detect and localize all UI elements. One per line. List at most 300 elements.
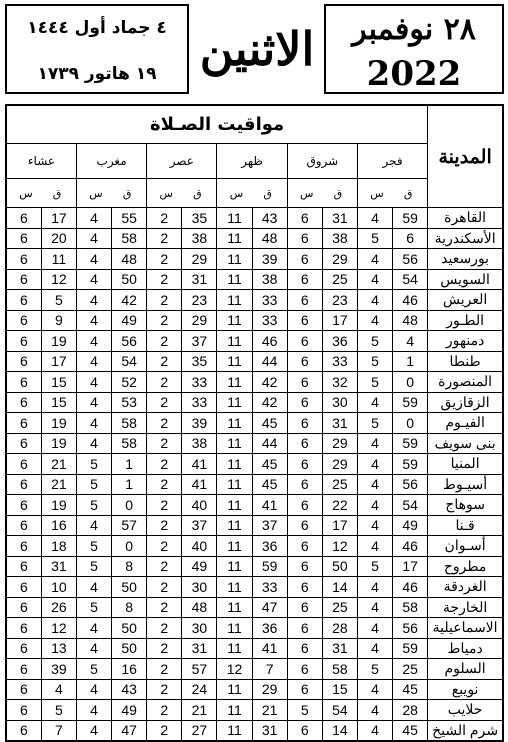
minutes-cell: 52 [112,372,147,393]
table-row [6,556,503,577]
city-name: الأسكندرية [428,228,503,249]
minutes-cell: 39 [252,249,287,270]
minutes-cell: 16 [41,515,76,536]
hours-cell: 11 [217,720,252,741]
minutes-cell: 39 [41,659,76,680]
hours-cell: 2 [147,433,182,454]
minutes-cell: 54 [112,351,147,372]
minutes-cell: 56 [112,331,147,352]
minutes-cell: 45 [393,720,428,741]
minute-label: ق [122,186,132,200]
minutes-cell: 21 [41,454,76,475]
minute-label: ق [333,186,343,200]
hours-cell: 11 [217,228,252,249]
city-name: دمياط [428,638,503,659]
minutes-cell: 19 [41,495,76,516]
minutes-cell: 46 [393,536,428,557]
hours-cell: 5 [357,556,392,577]
hours-cell: 6 [287,474,322,495]
hours-cell: 4 [76,372,111,393]
minutes-cell: 58 [112,228,147,249]
minutes-cell: 46 [393,577,428,598]
hour-label: س [229,186,244,200]
table-row [6,679,503,700]
city-name: قـنا [428,515,503,536]
minutes-cell: 26 [41,597,76,618]
hours-cell: 4 [357,290,392,311]
minutes-cell: 25 [393,659,428,680]
table-row [6,269,503,290]
minutes-cell: 25 [322,269,357,290]
hours-cell: 2 [147,269,182,290]
minutes-cell: 43 [252,208,287,229]
city-name: الزقازيق [428,392,503,413]
table-row [6,392,503,413]
hours-cell: 4 [76,679,111,700]
hours-cell: 4 [76,208,111,229]
minutes-cell: 33 [182,372,217,393]
hours-cell: 4 [357,618,392,639]
minutes-cell: 29 [252,679,287,700]
hours-cell: 6 [6,700,41,721]
minutes-cell: 1 [112,454,147,475]
minutes-cell: 6 [393,228,428,249]
hours-cell: 4 [76,433,111,454]
hours-cell: 6 [287,413,322,434]
hours-cell: 6 [6,597,41,618]
hours-cell: 4 [76,269,111,290]
hours-cell: 11 [217,638,252,659]
minutes-cell: 37 [252,515,287,536]
hours-cell: 6 [6,331,41,352]
table-row [6,249,503,270]
minute-label: ق [52,186,62,200]
minutes-cell: 38 [322,228,357,249]
hours-cell: 5 [76,495,111,516]
prayer-header: شروق [287,144,357,179]
minutes-cell: 21 [182,700,217,721]
minutes-cell: 35 [182,208,217,229]
hours-cell: 11 [217,249,252,270]
minutes-cell: 30 [182,577,217,598]
table-row [6,618,503,639]
table-row [6,638,503,659]
minutes-cell: 8 [112,597,147,618]
minutes-cell: 38 [252,269,287,290]
hours-cell: 2 [147,679,182,700]
hours-cell: 5 [287,700,322,721]
hours-cell: 2 [147,310,182,331]
minutes-cell: 44 [252,433,287,454]
minutes-cell: 43 [112,679,147,700]
hours-cell: 6 [6,720,41,741]
minutes-cell: 46 [252,331,287,352]
city-name: بورسعيد [428,249,503,270]
hours-cell: 6 [6,208,41,229]
table-row [6,577,503,598]
minutes-cell: 54 [393,269,428,290]
minutes-cell: 1 [393,351,428,372]
hours-cell: 2 [147,228,182,249]
hours-cell: 6 [287,433,322,454]
hours-cell: 4 [76,618,111,639]
minutes-cell: 59 [393,638,428,659]
minutes-cell: 27 [182,720,217,741]
hours-cell: 6 [287,577,322,598]
hours-cell: 5 [357,659,392,680]
hours-cell: 4 [76,638,111,659]
minutes-cell: 22 [322,495,357,516]
minutes-cell: 58 [112,413,147,434]
minutes-cell: 56 [393,618,428,639]
hours-cell: 11 [217,515,252,536]
city-name: الغردقة [428,577,503,598]
table-row [6,474,503,495]
minutes-cell: 40 [182,495,217,516]
hours-cell: 6 [6,659,41,680]
prayer-header: ظهر [217,144,287,179]
prayer-header: فجر [357,144,427,179]
hours-cell: 4 [357,515,392,536]
minutes-cell: 9 [41,310,76,331]
minutes-cell: 24 [182,679,217,700]
hours-cell: 4 [76,310,111,331]
hours-cell: 2 [147,290,182,311]
minutes-cell: 59 [393,392,428,413]
hours-cell: 2 [147,208,182,229]
table-body [6,208,503,742]
hours-cell: 6 [287,515,322,536]
table-row [6,208,503,229]
hours-cell: 11 [217,556,252,577]
hours-cell: 6 [287,597,322,618]
table-row [6,495,503,516]
unit-labels [357,179,427,208]
hours-cell: 6 [6,515,41,536]
minutes-cell: 16 [112,659,147,680]
hours-cell: 12 [217,659,252,680]
minutes-cell: 59 [393,433,428,454]
minutes-cell: 57 [182,659,217,680]
minutes-cell: 44 [252,351,287,372]
table-row [6,310,503,331]
minutes-cell: 54 [393,495,428,516]
minutes-cell: 11 [41,249,76,270]
minutes-cell: 0 [393,372,428,393]
minutes-cell: 29 [182,310,217,331]
minutes-cell: 41 [252,495,287,516]
minutes-cell: 14 [322,577,357,598]
minutes-cell: 7 [252,659,287,680]
minutes-cell: 19 [41,433,76,454]
hours-cell: 4 [76,577,111,598]
city-name: أسـوان [428,536,503,557]
minutes-cell: 42 [252,372,287,393]
hours-cell: 2 [147,556,182,577]
hours-cell: 5 [76,536,111,557]
gregorian-year: 2022 [366,54,462,94]
minutes-cell: 54 [322,700,357,721]
city-name: العريش [428,290,503,311]
minutes-cell: 30 [322,392,357,413]
minute-label: ق [193,186,202,200]
minutes-cell: 25 [322,597,357,618]
minutes-cell: 38 [182,228,217,249]
hour-label: س [370,186,384,200]
minutes-cell: 31 [182,269,217,290]
minutes-cell: 41 [182,454,217,475]
hours-cell: 4 [357,700,392,721]
gregorian-day-month: ٢٨ نوفمبر [352,12,476,47]
minutes-cell: 33 [252,310,287,331]
hours-cell: 11 [217,392,252,413]
prayer-header: مغرب [76,144,146,179]
hours-cell: 4 [76,720,111,741]
minutes-cell: 45 [252,413,287,434]
hours-cell: 6 [287,351,322,372]
minutes-cell: 15 [41,372,76,393]
minutes-cell: 0 [393,413,428,434]
minutes-cell: 32 [322,372,357,393]
hours-cell: 6 [6,577,41,598]
city-name: المنيا [428,454,503,475]
minutes-cell: 59 [252,556,287,577]
city-name: الطـور [428,310,503,331]
hours-cell: 5 [76,556,111,577]
minutes-cell: 31 [322,208,357,229]
city-name: نويبع [428,679,503,700]
hours-cell: 5 [357,228,392,249]
minutes-cell: 50 [322,556,357,577]
minute-label: ق [403,186,413,200]
minutes-cell: 59 [393,208,428,229]
city-name: الاسماعيلية [428,618,503,639]
hour-label: س [89,186,103,200]
hours-cell: 4 [357,597,392,618]
minutes-cell: 29 [322,433,357,454]
minutes-cell: 10 [41,577,76,598]
hours-cell: 4 [76,515,111,536]
hours-cell: 5 [357,351,392,372]
table-row [6,413,503,434]
minutes-cell: 35 [182,351,217,372]
minutes-cell: 28 [393,700,428,721]
minutes-cell: 38 [182,433,217,454]
city-name: السويس [428,269,503,290]
hours-cell: 11 [217,413,252,434]
table-row [6,331,503,352]
hours-cell: 2 [147,515,182,536]
hours-cell: 5 [76,454,111,475]
minutes-cell: 56 [393,249,428,270]
hours-cell: 11 [217,290,252,311]
hijri-date-box [5,4,189,94]
hours-cell: 6 [287,659,322,680]
hours-cell: 6 [6,454,41,475]
minutes-cell: 36 [252,618,287,639]
minutes-cell: 33 [252,577,287,598]
table-row [6,720,503,741]
hours-cell: 4 [357,392,392,413]
hours-cell: 4 [357,679,392,700]
hours-cell: 4 [76,392,111,413]
hours-cell: 2 [147,618,182,639]
hours-cell: 4 [357,433,392,454]
table-row [6,536,503,557]
city-name: سوهاج [428,495,503,516]
hours-cell: 6 [287,638,322,659]
hours-cell: 11 [217,208,252,229]
hours-cell: 5 [76,659,111,680]
minutes-cell: 59 [393,454,428,475]
minutes-cell: 7 [41,720,76,741]
hours-cell: 11 [217,351,252,372]
hours-cell: 11 [217,454,252,475]
minutes-cell: 23 [322,290,357,311]
table-row [6,700,503,721]
minutes-cell: 4 [41,679,76,700]
hours-cell: 4 [76,331,111,352]
hours-cell: 6 [6,228,41,249]
hours-cell: 2 [147,659,182,680]
city-name: أسيـوط [428,474,503,495]
minutes-cell: 47 [112,720,147,741]
city-name: شرم الشيخ [428,720,503,741]
hours-cell: 5 [357,331,392,352]
city-column-header: المدينة [428,105,503,208]
hours-cell: 6 [287,679,322,700]
minutes-cell: 12 [41,269,76,290]
minutes-cell: 21 [41,474,76,495]
hijri-date: ٤ جماد أول ١٤٤٤ [27,18,167,38]
hours-cell: 6 [287,618,322,639]
prayer-times-table [5,104,504,742]
hours-cell: 6 [6,310,41,331]
hours-cell: 6 [6,618,41,639]
minutes-cell: 37 [182,515,217,536]
minutes-cell: 15 [322,679,357,700]
hours-cell: 6 [287,290,322,311]
hours-cell: 11 [217,577,252,598]
minutes-cell: 30 [182,618,217,639]
table-row [6,433,503,454]
minutes-cell: 41 [252,638,287,659]
minutes-cell: 58 [112,433,147,454]
hours-cell: 11 [217,310,252,331]
minutes-cell: 18 [41,536,76,557]
hours-cell: 11 [217,474,252,495]
minutes-cell: 55 [112,208,147,229]
hours-cell: 6 [287,249,322,270]
minutes-cell: 37 [182,331,217,352]
hours-cell: 6 [287,720,322,741]
hours-cell: 2 [147,331,182,352]
minutes-cell: 48 [252,228,287,249]
minutes-cell: 5 [41,290,76,311]
hours-cell: 6 [6,638,41,659]
minutes-cell: 19 [41,331,76,352]
hours-cell: 6 [287,331,322,352]
minutes-cell: 50 [112,577,147,598]
minutes-cell: 4 [393,331,428,352]
hours-cell: 6 [6,556,41,577]
minutes-cell: 29 [182,249,217,270]
hours-cell: 11 [217,700,252,721]
minutes-cell: 57 [112,515,147,536]
hours-cell: 4 [357,638,392,659]
hours-cell: 11 [217,536,252,557]
minutes-cell: 33 [182,392,217,413]
hours-cell: 4 [357,474,392,495]
hours-cell: 2 [147,577,182,598]
hours-cell: 11 [217,331,252,352]
coptic-date: ١٩ هاتور ١٧٣٩ [37,64,157,84]
hours-cell: 6 [287,228,322,249]
minutes-cell: 42 [112,290,147,311]
hours-cell: 6 [6,372,41,393]
minutes-cell: 23 [182,290,217,311]
minutes-cell: 45 [252,474,287,495]
table-row [6,228,503,249]
minutes-cell: 31 [322,413,357,434]
hours-cell: 11 [217,495,252,516]
minutes-cell: 28 [322,618,357,639]
hours-cell: 2 [147,392,182,413]
minutes-cell: 45 [252,454,287,475]
hours-cell: 6 [287,310,322,331]
hours-cell: 4 [357,269,392,290]
table-row [6,351,503,372]
minutes-cell: 0 [112,536,147,557]
table-row [6,597,503,618]
minutes-cell: 49 [112,310,147,331]
minutes-cell: 12 [322,536,357,557]
hours-cell: 6 [6,536,41,557]
table-title: مواقيت الصـلاة [6,105,428,144]
hours-cell: 2 [147,536,182,557]
hours-cell: 2 [147,474,182,495]
minutes-cell: 49 [393,515,428,536]
minutes-cell: 40 [182,536,217,557]
hours-cell: 6 [6,351,41,372]
hours-cell: 2 [147,495,182,516]
minutes-cell: 45 [393,679,428,700]
hours-cell: 6 [287,208,322,229]
minutes-cell: 21 [252,700,287,721]
hours-cell: 4 [357,208,392,229]
hours-cell: 4 [76,228,111,249]
minutes-cell: 56 [393,474,428,495]
minutes-cell: 50 [112,638,147,659]
minutes-cell: 42 [252,392,287,413]
minutes-cell: 53 [112,392,147,413]
hours-cell: 4 [76,290,111,311]
minutes-cell: 33 [252,290,287,311]
minutes-cell: 50 [112,269,147,290]
hours-cell: 5 [76,597,111,618]
hours-cell: 6 [6,433,41,454]
minutes-cell: 31 [252,720,287,741]
minutes-cell: 25 [322,474,357,495]
hours-cell: 6 [6,474,41,495]
minutes-cell: 39 [182,413,217,434]
hours-cell: 11 [217,679,252,700]
minutes-cell: 46 [393,290,428,311]
hours-cell: 2 [147,413,182,434]
hours-cell: 4 [76,351,111,372]
hours-cell: 5 [357,372,392,393]
minutes-cell: 49 [112,700,147,721]
